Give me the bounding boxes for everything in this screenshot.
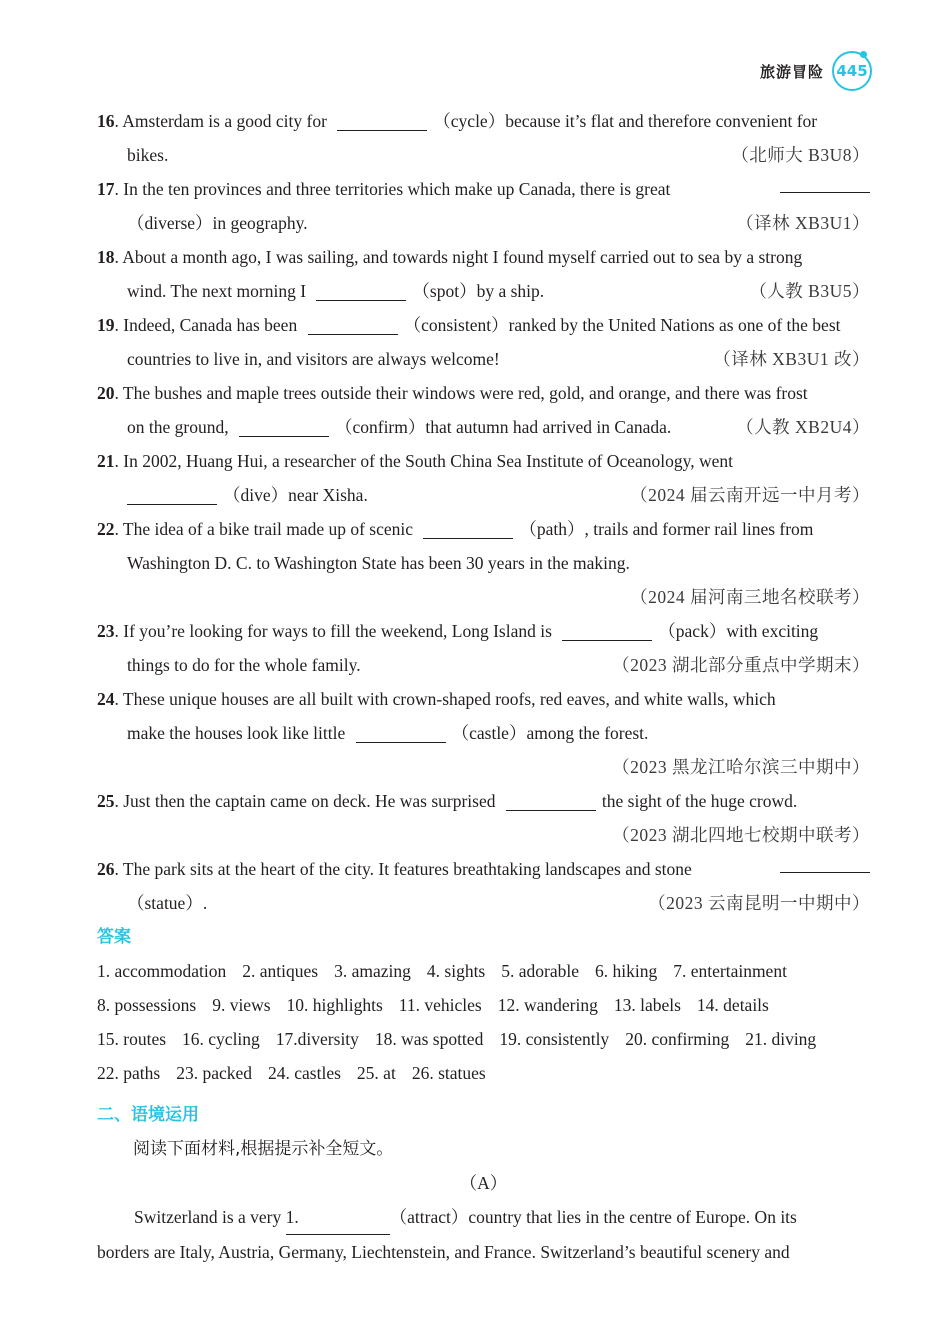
question-18: 18. About a month ago, I was sailing, and towards night I found myself carried out to sea by a strong wind. The next morning I （spot）by a ship. （人教 B3U5）: [97, 240, 870, 308]
question-17: 17. In the ten provinces and three territories which make up Canada, there is great （diverse）in geography. （译林 XB3U1）: [97, 172, 870, 240]
answer-key: [97, 954, 870, 1090]
section-name: 旅游冒险: [759, 62, 824, 81]
answer-blank[interactable]: [127, 484, 217, 505]
question-16: 16. Amsterdam is a good city for （cycle）because it’s flat and therefore convenient for bikes. （北师大 B3U8）: [97, 104, 870, 172]
source-label: （人教 B3U5）: [749, 281, 870, 301]
answer-row: 8. possessions 9. views 10. highlights 11. vehicles 12. wandering 13. labels 14. details: [97, 995, 769, 1015]
source-label: （2023 黑龙江哈尔滨三中期中）: [612, 757, 870, 777]
source-label: （2023 湖北四地七校期中联考）: [612, 825, 870, 845]
source-label: （译林 XB3U1）: [736, 213, 870, 233]
page-number: 445: [836, 62, 868, 80]
source-label: （2023 云南昆明一中期中）: [648, 893, 870, 913]
answer-blank[interactable]: [562, 620, 652, 641]
source-label: （人教 XB2U4）: [736, 417, 870, 437]
instruction-text: 阅读下面材料,根据提示补全短文。: [133, 1139, 394, 1159]
question-20: 20. The bushes and maple trees outside their windows were red, gold, and orange, and there was frost on the ground, （confirm）that autumn had arrived in Canada. （人教 XB2U4）: [97, 376, 870, 444]
question-19: 19. Indeed, Canada has been （consistent）ranked by the United Nations as one of the best countries to live in, and visitors are always welcome! （译林 XB3U1 改）: [97, 308, 870, 376]
answer-blank[interactable]: [356, 722, 446, 743]
source-label: （北师大 B3U8）: [731, 145, 870, 165]
source-label: （译林 XB3U1 改）: [713, 349, 870, 369]
question-26: 26. The park sits at the heart of the city. It features breathtaking landscapes and stone （statue）. （2023 云南昆明一中期中）: [97, 852, 870, 920]
section-2-heading: 二、语境运用: [97, 1105, 199, 1125]
answer-row: 15. routes 16. cycling 17.diversity 18. was spotted 19. consistently 20. confirming 21. diving: [97, 1029, 817, 1049]
badge-dot-icon: [860, 51, 867, 58]
question-23: 23. If you’re looking for ways to fill the weekend, Long Island is （pack）with exciting things to do for the whole family. （2023 湖北部分重点中学期末）: [97, 614, 870, 682]
question-21: 21. In 2002, Huang Hui, a researcher of the South China Sea Institute of Oceanology, went （dive）near Xisha. （2024 届云南开远一中月考）: [97, 444, 870, 512]
answer-blank[interactable]: [780, 172, 870, 193]
page-header: [760, 48, 872, 94]
answer-blank[interactable]: [316, 280, 406, 301]
question-22: 22. The idea of a bike trail made up of scenic （path）, trails and former rail lines from Washington D. C. to Washington State has been 30 years in the making. （2024 届河南三地名校联考）: [97, 512, 870, 614]
passage-blank-number[interactable]: 1.: [285, 1207, 299, 1227]
question-24: 24. These unique houses are all built with crown-shaped roofs, red eaves, and white walls, which make the houses look like little （castle）among the forest. （2023 黑龙江哈尔滨三中期中）: [97, 682, 870, 784]
answer-blank[interactable]: [337, 110, 427, 131]
answer-row: 1. accommodation 2. antiques 3. amazing 4. sights 5. adorable 6. hiking 7. entertainment: [97, 961, 787, 981]
passage-paragraph: Switzerland is a very 1. （attract）country that lies in the centre of Europe. On its borders are Italy, Austria, Germany, Liechtenstein, and France. Switzerland’s beautiful scenery and: [97, 1200, 870, 1269]
answer-blank[interactable]: [239, 416, 329, 437]
page-number-badge: [832, 51, 872, 91]
source-label: （2024 届河南三地名校联考）: [630, 587, 870, 607]
passage-label: （A）: [459, 1173, 508, 1193]
answer-blank[interactable]: [506, 790, 596, 811]
answer-blank[interactable]: [308, 314, 398, 335]
answers-heading: 答案: [97, 927, 131, 947]
answer-row: 22. paths 23. packed 24. castles 25. at 26. statues: [97, 1063, 486, 1083]
question-25: 25. Just then the captain came on deck. He was surprised the sight of the huge crowd. （2023 湖北四地七校期中联考）: [97, 784, 870, 852]
source-label: （2024 届云南开远一中月考）: [630, 485, 870, 505]
answer-blank[interactable]: [423, 518, 513, 539]
answer-blank[interactable]: [780, 852, 870, 873]
source-label: （2023 湖北部分重点中学期末）: [612, 655, 870, 675]
page-content: [97, 104, 870, 1269]
